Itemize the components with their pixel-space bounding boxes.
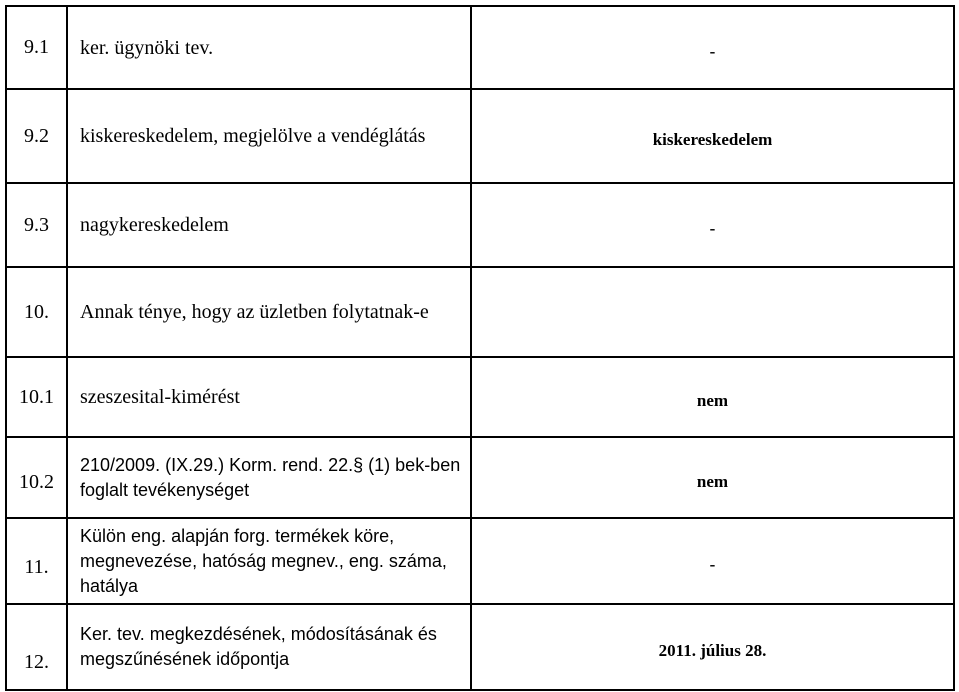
row-number: 11.: [6, 518, 67, 604]
row-value: -: [471, 518, 954, 604]
table-row: [6, 267, 954, 357]
row-number: 10.1: [6, 357, 67, 437]
row-label: kiskereskedelem, megjelölve a vendéglátás: [67, 89, 471, 183]
table-row: [6, 357, 954, 437]
document-table: [5, 5, 955, 691]
row-value: kiskereskedelem: [471, 89, 954, 183]
row-label: ker. ügynöki tev.: [67, 6, 471, 89]
row-value: nem: [471, 357, 954, 437]
row-number: 9.2: [6, 89, 67, 183]
table-row: [6, 89, 954, 183]
row-value: -: [471, 6, 954, 89]
table-row: [6, 6, 954, 89]
row-label: 210/2009. (IX.29.) Korm. rend. 22.§ (1) bek-ben foglalt tevékenységet: [67, 437, 471, 518]
row-value: 2011. július 28.: [471, 604, 954, 690]
table-row: [6, 604, 954, 690]
row-label: Ker. tev. megkezdésének, módosításának és megszűnésének időpontja: [67, 604, 471, 690]
row-number: 10.2: [6, 437, 67, 518]
table-row: [6, 183, 954, 267]
table-row: [6, 437, 954, 518]
table-row: [6, 518, 954, 604]
row-number: 12.: [6, 604, 67, 690]
row-number: 10.: [6, 267, 67, 357]
row-label: Külön eng. alapján forg. termékek köre, megnevezése, hatóság megnev., eng. száma, hatálya: [67, 518, 471, 604]
row-value: -: [471, 183, 954, 267]
row-label: Annak ténye, hogy az üzletben folytatnak-e: [67, 267, 471, 357]
row-value: nem: [471, 437, 954, 518]
row-number: 9.1: [6, 6, 67, 89]
row-label: nagykereskedelem: [67, 183, 471, 267]
row-number: 9.3: [6, 183, 67, 267]
row-label: szeszesital-kimérést: [67, 357, 471, 437]
row-value: [471, 267, 954, 357]
